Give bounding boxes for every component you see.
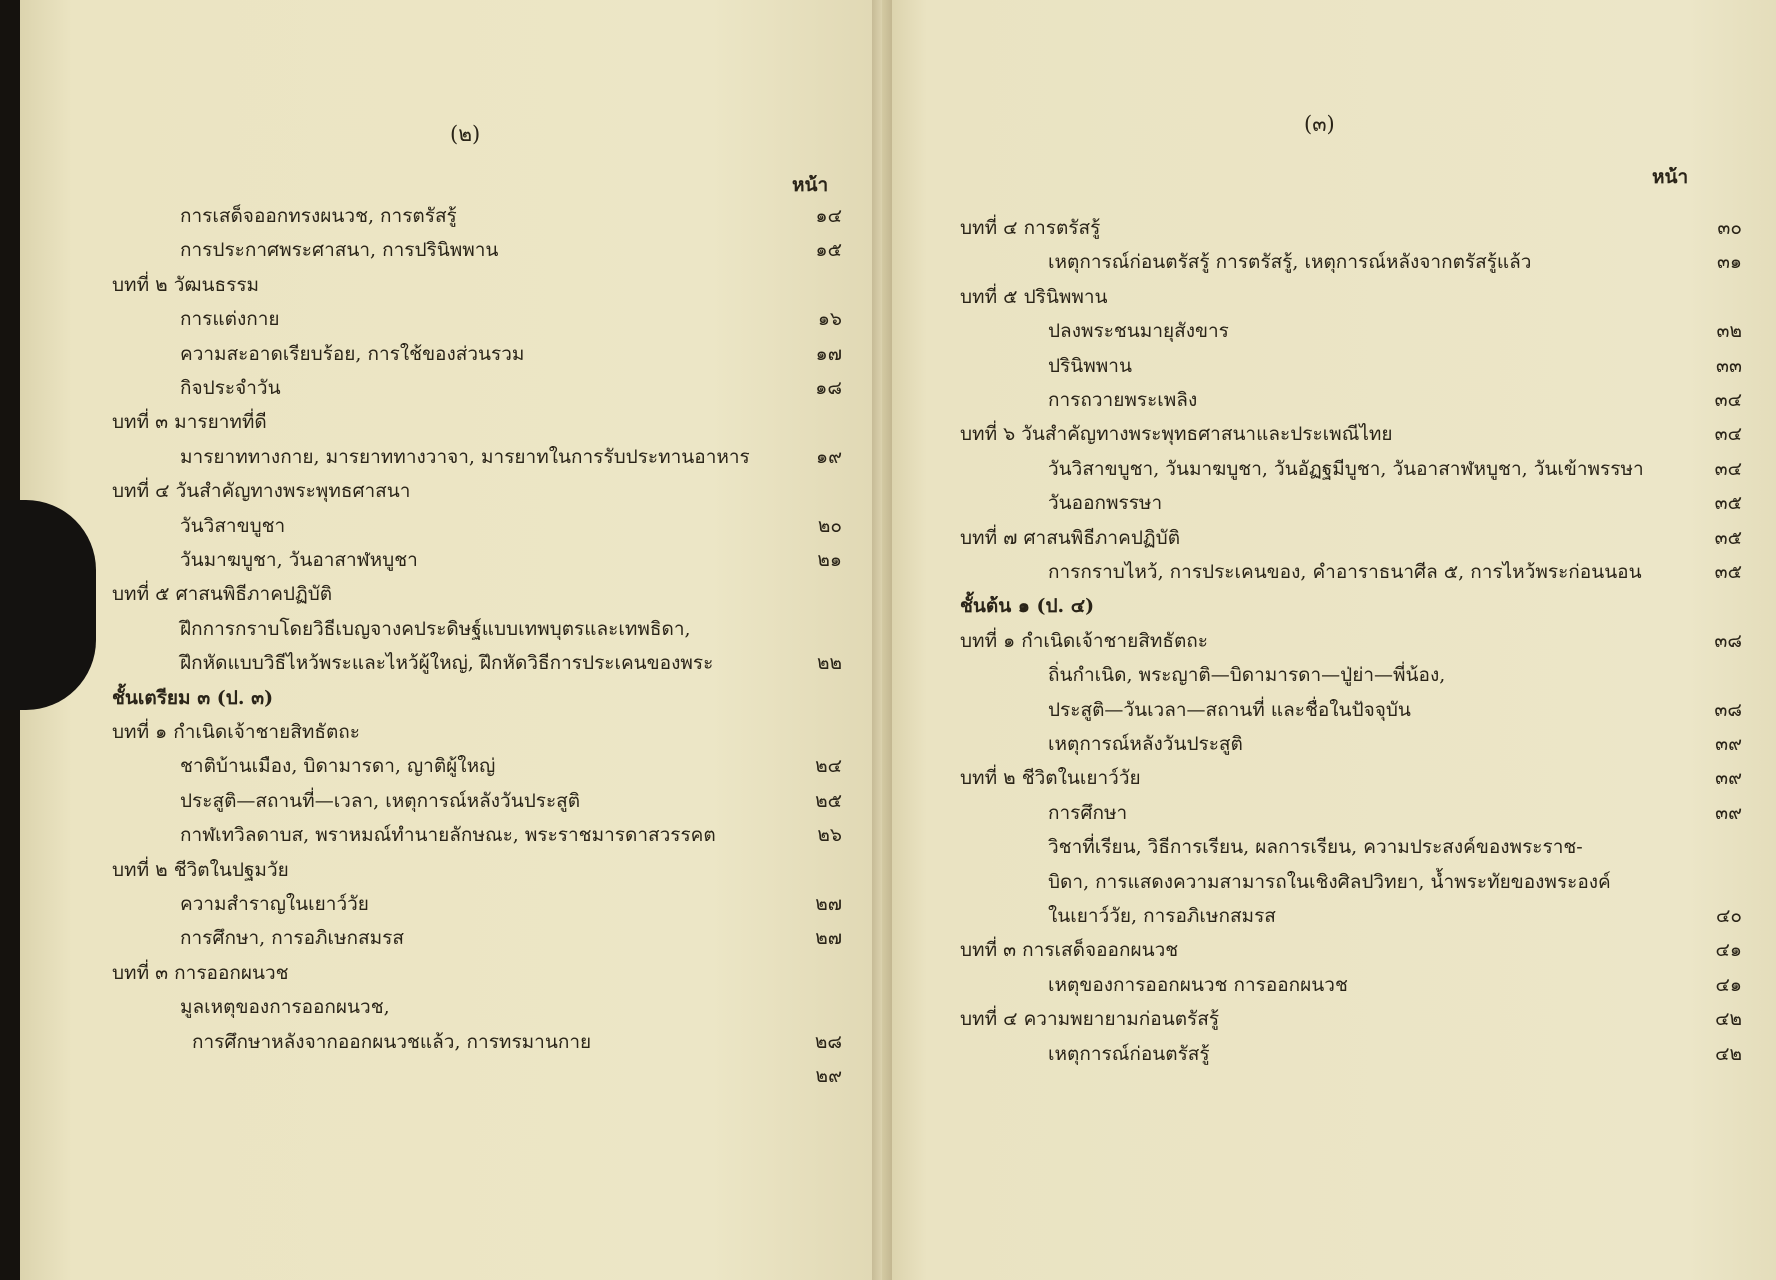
book-gutter [872, 0, 892, 1280]
toc-item-title: ฝึกหัดแบบวิธีไหว้พระและไหว้ผู้ใหญ่, ฝึกหัดวิธีการประเคนของพระ [180, 652, 714, 675]
toc-page-number: ๑๘ [815, 377, 842, 399]
toc-item-title: ปรินิพพาน [1048, 354, 1132, 377]
toc-page-number: ๓๕ [1714, 492, 1742, 515]
toc-item-title: ชาติบ้านเมือง, บิดามารดา, ญาติผู้ใหญ่ [180, 755, 496, 778]
toc-page-number: ๓๘ [1714, 698, 1742, 721]
toc-item-title: วันวิสาขบูชา, วันมาฆบูชา, วันอัฏฐมีบูชา, วันอาสาฬหบูชา, วันเข้าพรรษา [1048, 457, 1644, 480]
toc-entry [882, 556, 1776, 588]
toc-page-number: ๓๘ [1714, 629, 1742, 652]
toc-page-number: ๒๒ [816, 652, 842, 675]
toc-page-number: ๒๕ [815, 789, 842, 812]
binding-clip [0, 500, 96, 710]
toc-entry [882, 659, 1776, 691]
toc-chapter-title: บทที่ ๑ กำเนิดเจ้าชายสิทธัตถะ [960, 629, 1209, 652]
right-page-number: (๓) [1304, 112, 1335, 136]
toc-item-title: มูลเหตุของการออกผนวช, [180, 996, 390, 1019]
toc-page-number: ๓๕ [1714, 526, 1742, 549]
toc-item-title: กาฬเทวิลดาบส, พราหมณ์ทำนายลักษณะ, พระราชมารดาสวรรคต [180, 824, 716, 847]
toc-entry [882, 281, 1776, 313]
toc-item-title: เหตุของการออกผนวช การออกผนวช [1048, 973, 1348, 996]
toc-page-number: ๑๔ [815, 205, 842, 227]
toc-entry [882, 1038, 1776, 1070]
toc-entry [20, 441, 882, 473]
toc-page-number: ๓๐ [1717, 217, 1742, 239]
toc-page-number: ๑๕ [815, 239, 842, 262]
toc-entry [882, 728, 1776, 760]
toc-entry [20, 854, 882, 886]
toc-page-number: ๑๗ [815, 342, 842, 365]
toc-item-title: ประสูติ—สถานที่—เวลา, เหตุการณ์หลังวันประสูติ [180, 789, 581, 812]
toc-item-title: ประสูติ—วันเวลา—สถานที่ และชื่อในปัจจุบัน [1048, 698, 1411, 721]
toc-entry [20, 372, 882, 404]
toc-item-title: การศึกษา, การอภิเษกสมรส [180, 927, 404, 950]
toc-page-number: ๒๘ [814, 1030, 842, 1053]
toc-chapter-title: บทที่ ๕ ปรินิพพาน [960, 285, 1108, 308]
right-page [882, 0, 1776, 1280]
toc-page-number: ๓๙ [1715, 767, 1742, 790]
left-page-number: (๒) [450, 122, 481, 146]
toc-entry [20, 647, 882, 679]
toc-entry [20, 785, 882, 817]
toc-page-number: ๒๑ [817, 549, 842, 571]
toc-page-number: ๓๔ [1714, 423, 1742, 446]
toc-item-title: ปลงพระชนมายุสังขาร [1048, 320, 1229, 343]
toc-item-title: การแต่งกาย [180, 308, 280, 331]
toc-entry [20, 578, 882, 610]
toc-chapter-title: บทที่ ๓ การเสด็จออกผนวช [960, 939, 1179, 962]
toc-entry [882, 246, 1776, 278]
toc-page-number: ๓๔ [1714, 389, 1742, 411]
toc-item-title: การศึกษาหลังจากออกผนวชแล้ว, การทรมานกาย [192, 1030, 592, 1053]
toc-item-title: การถวายพระเพลิง [1048, 389, 1198, 411]
toc-entry [20, 338, 882, 370]
toc-chapter-title: ชั้นเตรียม ๓ (ป. ๓) [112, 686, 274, 709]
toc-entry [882, 762, 1776, 794]
toc-item-title: วิชาที่เรียน, วิธีการเรียน, ผลการเรียน, ความประสงค์ของพระราช- [1048, 836, 1583, 859]
toc-page-number: ๒๗ [815, 927, 842, 950]
toc-entry [20, 613, 882, 645]
toc-chapter-title: บทที่ ๔ ความพยายามก่อนตรัสรู้ [960, 1008, 1220, 1031]
toc-item-title: เหตุการณ์ก่อนตรัสรู้ การตรัสรู้, เหตุการณ์หลังจากตรัสรู้แล้ว [1048, 251, 1532, 274]
toc-entry [20, 957, 882, 989]
toc-entry [20, 234, 882, 266]
toc-page-number: ๓๕ [1714, 561, 1742, 583]
right-page-column-header: หน้า [1652, 166, 1689, 188]
toc-entry [882, 315, 1776, 347]
toc-item-title: วันออกพรรษา [1048, 492, 1163, 515]
toc-page-number: ๒๐ [817, 514, 842, 537]
toc-entry [882, 522, 1776, 554]
toc-item-title: บิดา, การแสดงความสามารถในเชิงศิลปวิทยา, น้ำพระทัยของพระองค์ [1048, 870, 1611, 893]
toc-item-title: ความสะอาดเรียบร้อย, การใช้ของส่วนรวม [180, 342, 525, 365]
toc-item-title: วันมาฆบูชา, วันอาสาฬหบูชา [180, 549, 418, 571]
toc-page-number: ๓๒ [1716, 320, 1742, 343]
toc-entry [20, 1026, 882, 1058]
toc-entry [20, 922, 882, 954]
toc-page-number: ๓๙ [1715, 801, 1742, 824]
toc-entry [20, 269, 882, 301]
toc-item-title: ความสำราญในเยาว์วัย [180, 893, 369, 915]
toc-item-title: วันวิสาขบูชา [180, 514, 286, 537]
toc-page-number: ๔๐ [1716, 905, 1742, 927]
toc-page-number: ๑๙ [816, 445, 842, 468]
toc-item-title: เหตุการณ์ก่อนตรัสรู้ [1048, 1042, 1210, 1065]
toc-entry [882, 866, 1776, 898]
toc-item-title: ฝึกการกราบโดยวิธีเบญจางคประดิษฐ์แบบเทพบุตรและเทพธิดา, [180, 617, 691, 640]
toc-page-number: ๒๖ [817, 824, 842, 847]
toc-item-title: การกราบไหว้, การประเคนของ, คำอาราธนาศีล ๕, การไหว้พระก่อนนอน [1048, 561, 1642, 583]
toc-entry [882, 969, 1776, 1001]
toc-page-number: ๒๔ [815, 755, 842, 778]
toc-entry [882, 900, 1776, 932]
toc-entry [20, 819, 882, 851]
toc-entry [882, 487, 1776, 519]
toc-entry [20, 406, 882, 438]
toc-entry [20, 750, 882, 782]
toc-page-number: ๔๒ [1715, 1042, 1742, 1065]
toc-item-title: การประกาศพระศาสนา, การปรินิพพาน [180, 239, 499, 262]
toc-page-number: ๓๑ [1716, 251, 1742, 274]
toc-entry [882, 831, 1776, 863]
toc-item-title: ในเยาว์วัย, การอภิเษกสมรส [1048, 905, 1276, 927]
toc-item-title: การศึกษา [1048, 801, 1128, 824]
toc-entry [20, 303, 882, 335]
toc-entry [20, 888, 882, 920]
toc-entry [882, 625, 1776, 657]
toc-item-title: การเสด็จออกทรงผนวช, การตรัสรู้ [180, 205, 457, 227]
toc-chapter-title: บทที่ ๒ ชีวิตในปฐมวัย [112, 858, 289, 881]
toc-entry [20, 991, 882, 1023]
toc-entry [882, 694, 1776, 726]
toc-page-number: ๔๑ [1715, 939, 1742, 962]
toc-entry [882, 418, 1776, 450]
toc-item-title: มารยาททางกาย, มารยาททางวาจา, มารยาทในการรับประทานอาหาร [180, 445, 750, 468]
toc-chapter-title: บทที่ ๑ กำเนิดเจ้าชายสิทธัตถะ [112, 721, 361, 743]
toc-page-number: ๔๒ [1715, 1008, 1742, 1031]
toc-entry [20, 716, 882, 748]
toc-entry [882, 453, 1776, 485]
toc-page-number: ๓๓ [1716, 354, 1742, 377]
toc-chapter-title: บทที่ ๒ ชีวิตในเยาว์วัย [960, 767, 1141, 790]
toc-chapter-title: ชั้นต้น ๑ (ป. ๔) [960, 595, 1095, 618]
toc-item-title: ถิ่นกำเนิด, พระญาติ—บิดามารดา—ปู่ย่า—พี่น้อง, [1048, 664, 1446, 687]
toc-item-title: กิจประจำวัน [180, 377, 281, 399]
toc-page-number: ๒๗ [815, 893, 842, 915]
toc-page-number: ๑๖ [817, 308, 842, 331]
toc-chapter-title: บทที่ ๔ วันสำคัญทางพระพุทธศาสนา [112, 480, 411, 503]
toc-chapter-title: บทที่ ๗ ศาสนพิธีภาคปฏิบัติ [960, 526, 1181, 549]
toc-page-number: ๒๙ [815, 1065, 842, 1087]
left-page [20, 0, 882, 1280]
toc-entry [882, 797, 1776, 829]
toc-chapter-title: บทที่ ๓ มารยาทที่ดี [112, 411, 267, 434]
toc-entry [882, 350, 1776, 382]
toc-entry [882, 1003, 1776, 1035]
toc-entry [20, 544, 882, 576]
toc-page-number: ๓๔ [1714, 457, 1742, 480]
toc-chapter-title: บทที่ ๖ วันสำคัญทางพระพุทธศาสนาและประเพณีไทย [960, 423, 1393, 446]
toc-entry [20, 200, 882, 232]
toc-entry [20, 682, 882, 714]
toc-entry [20, 475, 882, 507]
toc-entry [882, 590, 1776, 622]
toc-chapter-title: บทที่ ๓ การออกผนวช [112, 961, 289, 984]
toc-chapter-title: บทที่ ๔ การตรัสรู้ [960, 217, 1101, 239]
toc-entry [20, 1060, 882, 1092]
toc-page-number: ๓๙ [1715, 733, 1742, 755]
toc-entry [882, 934, 1776, 966]
left-page-column-header: หน้า [792, 174, 829, 196]
toc-item-title: เหตุการณ์หลังวันประสูติ [1048, 733, 1243, 755]
toc-chapter-title: บทที่ ๕ ศาสนพิธีภาคปฏิบัติ [112, 583, 333, 606]
toc-entry [882, 212, 1776, 244]
toc-entry [20, 510, 882, 542]
toc-page-number: ๔๑ [1715, 973, 1742, 996]
toc-chapter-title: บทที่ ๒ วัฒนธรรม [112, 273, 260, 296]
toc-entry [882, 384, 1776, 416]
